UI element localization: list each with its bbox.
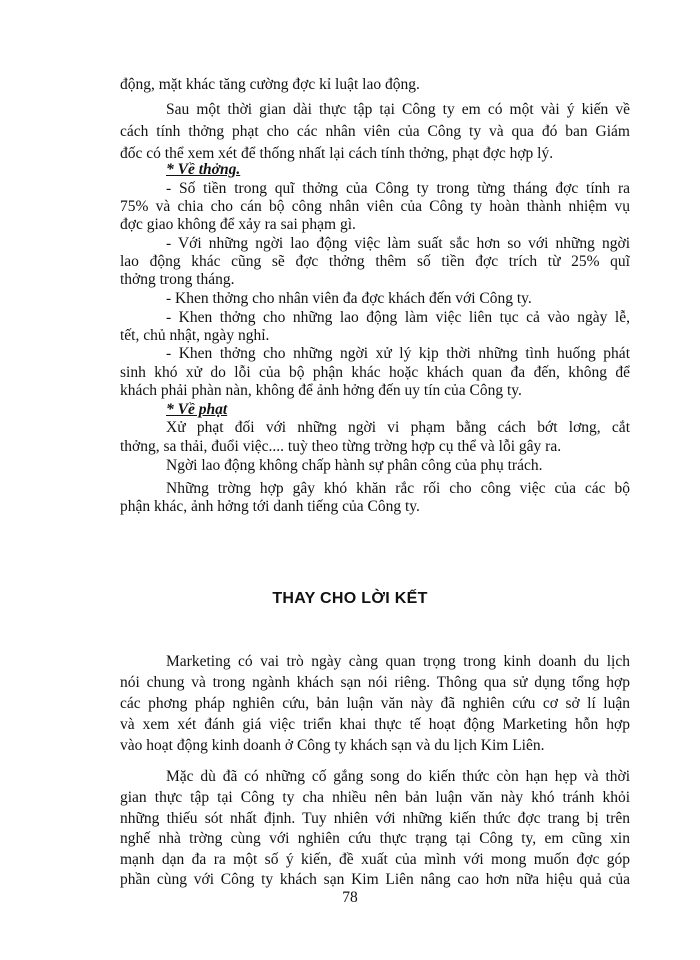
text-line: 75% và chia cho cán bộ công nhân viên của Công ty hoàn thành nhiệm vụ — [120, 198, 630, 215]
text-line: sinh khó xử do lỗi của bộ phận khác hoặc khách quan đa đến, không để — [120, 364, 630, 381]
text-line: lao động khác cũng sẽ đợc thởng thêm số tiền đợc trích từ 25% quĩ — [120, 253, 630, 270]
text-line: thởng, sa thải, đuổi việc.... tuỳ theo từng trờng hợp cụ thể và lỗi gây ra. — [120, 438, 562, 455]
text-line: và xem xét đánh giá việc triển khai thực tế hoạt động Marketing hỗn hợp — [120, 716, 630, 733]
text-line: các phơng pháp nghiên cứu, bản luận văn này đã nghiên cứu cơ sở lí luận — [120, 695, 630, 712]
text-line: - Khen thởng cho những ngời xử lý kịp thời những tình huống phát — [166, 345, 630, 362]
section-heading-penalty: * Về phạt — [166, 401, 228, 418]
text-line: phần cùng với Công ty khách sạn Kim Liên nâng cao hơn nữa hiệu quả của — [120, 871, 630, 888]
text-line: - Khen thởng cho những lao động làm việc liên tục cả vào ngày lễ, — [166, 309, 630, 326]
text-line: mạnh dạn đa ra một số ý kiến, đề xuất của mình với mong muốn đợc góp — [120, 851, 630, 868]
text-line: phận khác, ảnh hởng tới danh tiếng của Công ty. — [120, 498, 420, 515]
text-line: - Số tiền trong quĩ thởng của Công ty trong từng tháng đợc tính ra — [166, 180, 630, 197]
text-line: những thiếu sót nhất định. Tuy nhiên với những kiến thức đợc trang bị trên — [120, 810, 630, 827]
section-heading-reward: * Về thởng. — [166, 161, 241, 178]
text-line: - Với những ngời lao động việc làm suất sắc hơn so với những ngời — [166, 235, 630, 252]
text-line: đốc có thể xem xét để thống nhất lại cách tính thởng, phạt đợc hợp lý. — [120, 145, 554, 162]
page-number: 78 — [342, 889, 358, 906]
text-line: gian thực tập tại Công ty cha nhiều nên bản luận văn này khó tránh khỏi — [120, 789, 630, 806]
text-line: nói chung và trong ngành khách sạn nói riêng. Thông qua sử dụng tổng hợp — [120, 674, 630, 691]
text-line: tết, chủ nhật, ngày nghỉ. — [120, 327, 270, 344]
section-title: THAY CHO LỜI KẾT — [272, 590, 428, 607]
text-line: Những trờng hợp gây khó khăn rắc rối cho công việc của các bộ — [166, 480, 630, 497]
text-line: Marketing có vai trò ngày càng quan trọng trong kinh doanh du lịch — [166, 653, 630, 670]
text-line: Mặc dù đã có những cố gắng song do kiến thức còn hạn hẹp và thời — [166, 768, 630, 785]
text-line: động, mặt khác tăng cường đợc kỉ luật lao động. — [120, 76, 420, 93]
text-line: vào hoạt động kinh doanh ở Công ty khách sạn và du lịch Kim Liên. — [120, 737, 545, 754]
text-line: Ngời lao động không chấp hành sự phân công của phụ trách. — [166, 457, 543, 474]
text-line: nghế nhà trờng cùng với nghiên cứu thực trạng tại Công ty, em cũng xin — [120, 830, 630, 847]
text-line: Xử phạt đối với những ngời vi phạm bằng cách bớt lơng, cắt — [166, 419, 630, 436]
text-line: thởng trong tháng. — [120, 271, 235, 288]
text-line: Sau một thời gian dài thực tập tại Công ty em có một vài ý kiến về — [166, 101, 630, 118]
text-line: cách tính thởng phạt cho các nhân viên của Công ty và qua đó ban Giám — [120, 123, 630, 140]
text-line: - Khen thởng cho nhân viên đa đợc khách đến với Công ty. — [166, 290, 532, 307]
text-line: đợc giao không để xảy ra sai phạm gì. — [120, 216, 356, 233]
text-line: khách phải phàn nàn, không để ảnh hởng đến uy tín của Công ty. — [120, 382, 522, 399]
